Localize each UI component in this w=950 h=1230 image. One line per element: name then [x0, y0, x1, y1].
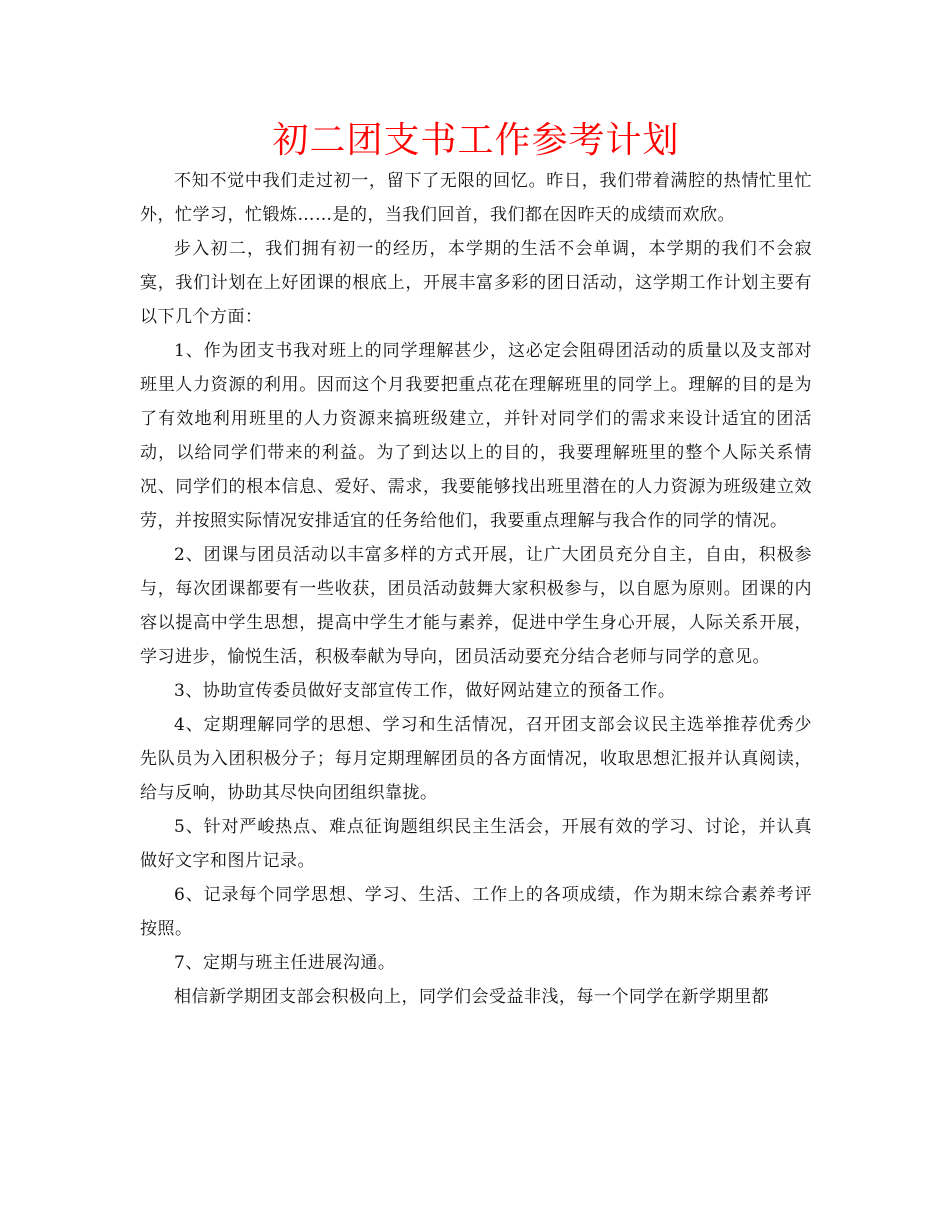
paragraph-item-3: 3、协助宣传委员做好支部宣传工作，做好网站建立的预备工作。 — [174, 681, 676, 701]
paragraph-item-4: 4、定期理解同学的思想、学习和生活情况，召开团支部会议民主选举推荐优秀少先队员为入团积极分子；每月定期理解团员的各方面情况，收取思想汇报并认真阅读，给与反响，协助其尽快向团组织靠拢。 — [140, 715, 812, 803]
paragraph-item-5: 5、针对严峻热点、难点征询题组织民主生活会，开展有效的学习、讨论，并认真做好文字和图片记录。 — [140, 817, 812, 871]
paragraph-overview: 步入初二，我们拥有初一的经历，本学期的生活不会单调，本学期的我们不会寂寞，我们计划在上好团课的根底上，开展丰富多彩的团日活动，这学期工作计划主要有以下几个方面： — [140, 239, 812, 327]
document-body — [140, 118, 812, 1014]
paragraph-intro: 不知不觉中我们走过初一，留下了无限的回忆。昨日，我们带着满腔的热情忙里忙外，忙学习，忙锻炼……是的，当我们回首，我们都在因昨天的成绩而欢欣。 — [140, 171, 812, 225]
paragraph-item-7: 7、定期与班主任进展沟通。 — [174, 953, 396, 973]
paragraph-item-2: 2、团课与团员活动以丰富多样的方式开展，让广大团员充分自主，自由，积极参与，每次团课都要有一些收获，团员活动鼓舞大家积极参与，以自愿为原则。团课的内容以提高中学生思想，提高中学生才能与素养，促进中学生身心开展，人际关系开展，学习进步，愉悦生活，积极奉献为导向，团员活动要充分结合老师与同学的意见。 — [140, 545, 812, 667]
paragraph-item-6: 6、记录每个同学思想、学习、生活、工作上的各项成绩，作为期末综合素养考评按照。 — [140, 885, 812, 939]
document-title: 初二团支书工作参考计划 — [272, 120, 680, 161]
paragraph-closing: 相信新学期团支部会积极向上，同学们会受益非浅，每一个同学在新学期里都 — [174, 987, 769, 1007]
paragraph-item-1: 1、作为团支书我对班上的同学理解甚少，这必定会阻碍团活动的质量以及支部对班里人力资源的利用。因而这个月我要把重点花在理解班里的同学上。理解的目的是为了有效地利用班里的人力资源来搞班级建立，并针对同学们的需求来设计适宜的团活动，以给同学们带来的利益。为了到达以上的目的，我要理解班里的整个人际关系情况、同学们的根本信息、爱好、需求，我要能够找出班里潜在的人力资源为班级建立效劳，并按照实际情况安排适宜的任务给他们，我要重点理解与我合作的同学的情况。 — [140, 341, 812, 531]
